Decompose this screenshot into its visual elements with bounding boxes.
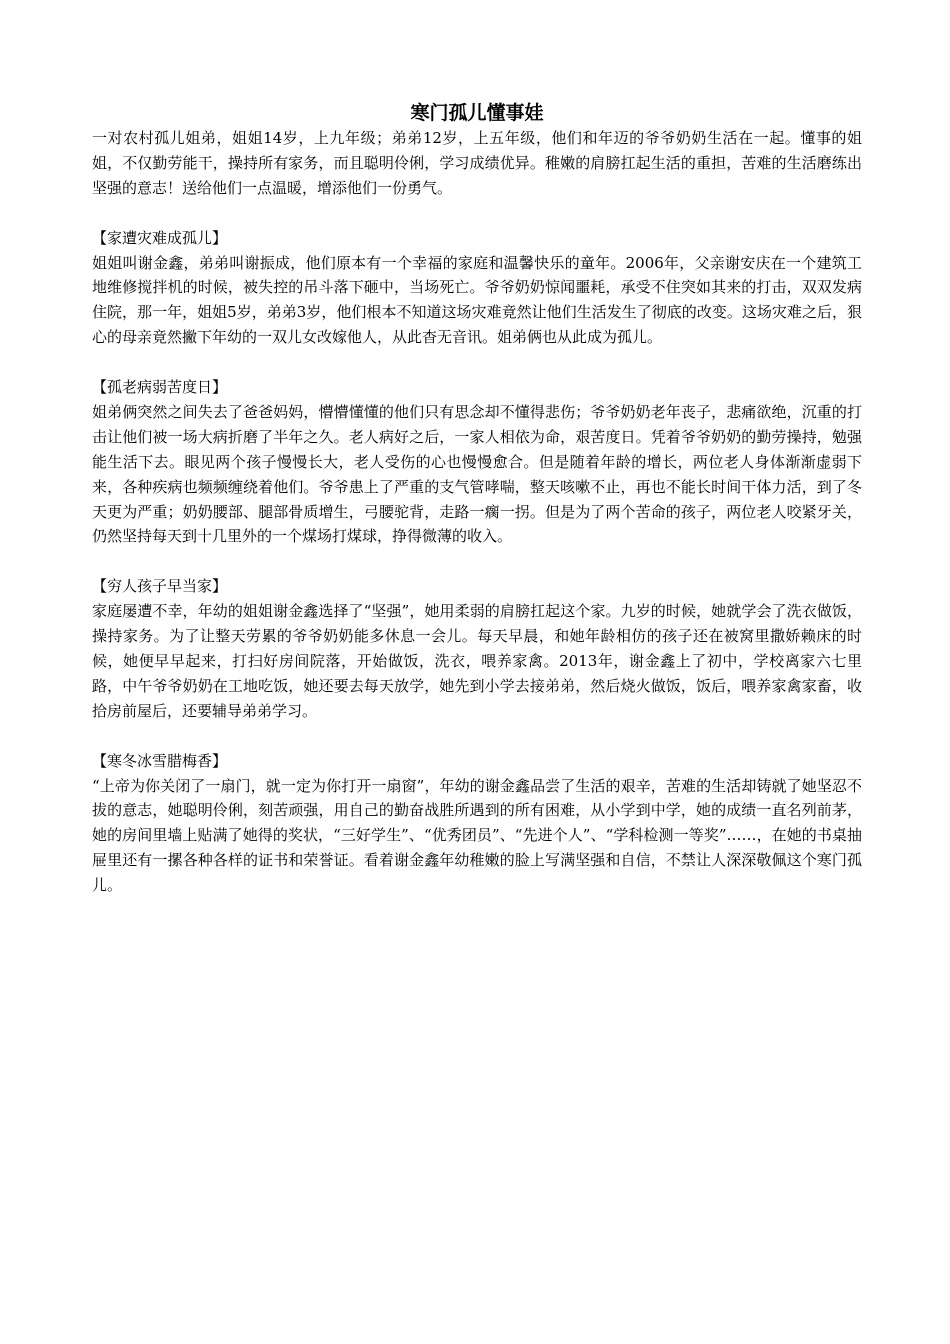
section-body-1: 姐姐叫谢金鑫，弟弟叫谢振成，他们原本有一个幸福的家庭和温馨快乐的童年。2006年，父亲谢安庆在一个建筑工地维修搅拌机的时候，被失控的吊斗落下砸中，当场死亡。爷爷奶奶惊闻噩耗，承受不住突如其来的打击，双双发病住院，那一年，姐姐5岁，弟弟3岁，他们根本不知道这场灾难竟然让他们生活发生了彻底的改变。这场灾难之后，狠心的母亲竟然撇下年幼的一双儿女改嫁他人，从此杳无音讯。姐弟俩也从此成为孤儿。 (92, 253, 862, 347)
section-heading-2: 【孤老病弱苦度日】 (92, 378, 228, 397)
paragraph-spacer (92, 201, 862, 226)
section-heading-3: 【穷人孩子早当家】 (92, 577, 228, 596)
paragraph-spacer (92, 724, 862, 749)
section-heading-1: 【家遭灾难成孤儿】 (92, 228, 228, 247)
section-body-2: 姐弟俩突然之间失去了爸爸妈妈，懵懵懂懂的他们只有思念却不懂得悲伤；爷爷奶奶老年丧子，悲痛欲绝，沉重的打击让他们被一场大病折磨了半年之久。老人病好之后，一家人相依为命，艰苦度日。凭着爷爷奶奶的勤劳操持，勉强能生活下去。眼见两个孩子慢慢长大，老人受伤的心也慢慢愈合。但是随着年龄的增长，两位老人身体渐渐虚弱下来，各种疾病也频频缠绕着他们。爷爷患上了严重的支气管哮喘，整天咳嗽不止，再也不能长时间干体力活，到了冬天更为严重；奶奶腰部、腿部骨质增生，弓腰驼背，走路一瘸一拐。但是为了两个苦命的孩子，两位老人咬紧牙关，仍然坚持每天到十几里外的一个煤场打煤球，挣得微薄的收入。 (92, 402, 862, 546)
document-body (92, 100, 862, 898)
section-body-4: “上帝为你关闭了一扇门，就一定为你打开一扇窗”，年幼的谢金鑫品尝了生活的艰辛，苦难的生活却铸就了她坚忍不拔的意志，她聪明伶俐，刻苦顽强，用自己的勤奋战胜所遇到的所有困难，从小学到中学，她的成绩一直名列前茅，她的房间里墙上贴满了她得的奖状，“三好学生”、“优秀团员”、“先进个人”、“学科检测一等奖”……，在她的书桌抽屉里还有一摞各种各样的证书和荣誉证。看着谢金鑫年幼稚嫩的脸上写满坚强和自信，不禁让人深深敬佩这个寒门孤儿。 (92, 776, 862, 895)
section-body-3: 家庭屡遭不幸，年幼的姐姐谢金鑫选择了“坚强”，她用柔弱的肩膀扛起这个家。九岁的时候，她就学会了洗衣做饭，操持家务。为了让整天劳累的爷爷奶奶能多休息一会儿。每天早晨，和她年龄相仿的孩子还在被窝里撒娇赖床的时候，她便早早起来，打扫好房间院落，开始做饭，洗衣，喂养家禽。2013年，谢金鑫上了初中，学校离家六七里路，中午爷爷奶奶在工地吃饭，她还要去每天放学，她先到小学去接弟弟，然后烧火做饭，饭后，喂养家禽家畜，收拾房前屋后，还要辅导弟弟学习。 (92, 602, 862, 720)
paragraph-spacer (92, 549, 862, 574)
paragraph-spacer (92, 350, 862, 375)
section-heading-4: 【寒冬冰雪腊梅香】 (92, 751, 228, 770)
document-title: 寒门孤儿懂事娃 (410, 102, 544, 124)
intro-paragraph: 一对农村孤儿姐弟，姐姐14岁，上九年级；弟弟12岁，上五年级，他们和年迈的爷爷奶奶生活在一起。懂事的姐姐，不仅勤劳能干，操持所有家务，而且聪明伶俐，学习成绩优异。稚嫩的肩膀扛起生活的重担，苦难的生活磨练出坚强的意志！送给他们一点温暖，增添他们一份勇气。 (92, 129, 862, 197)
